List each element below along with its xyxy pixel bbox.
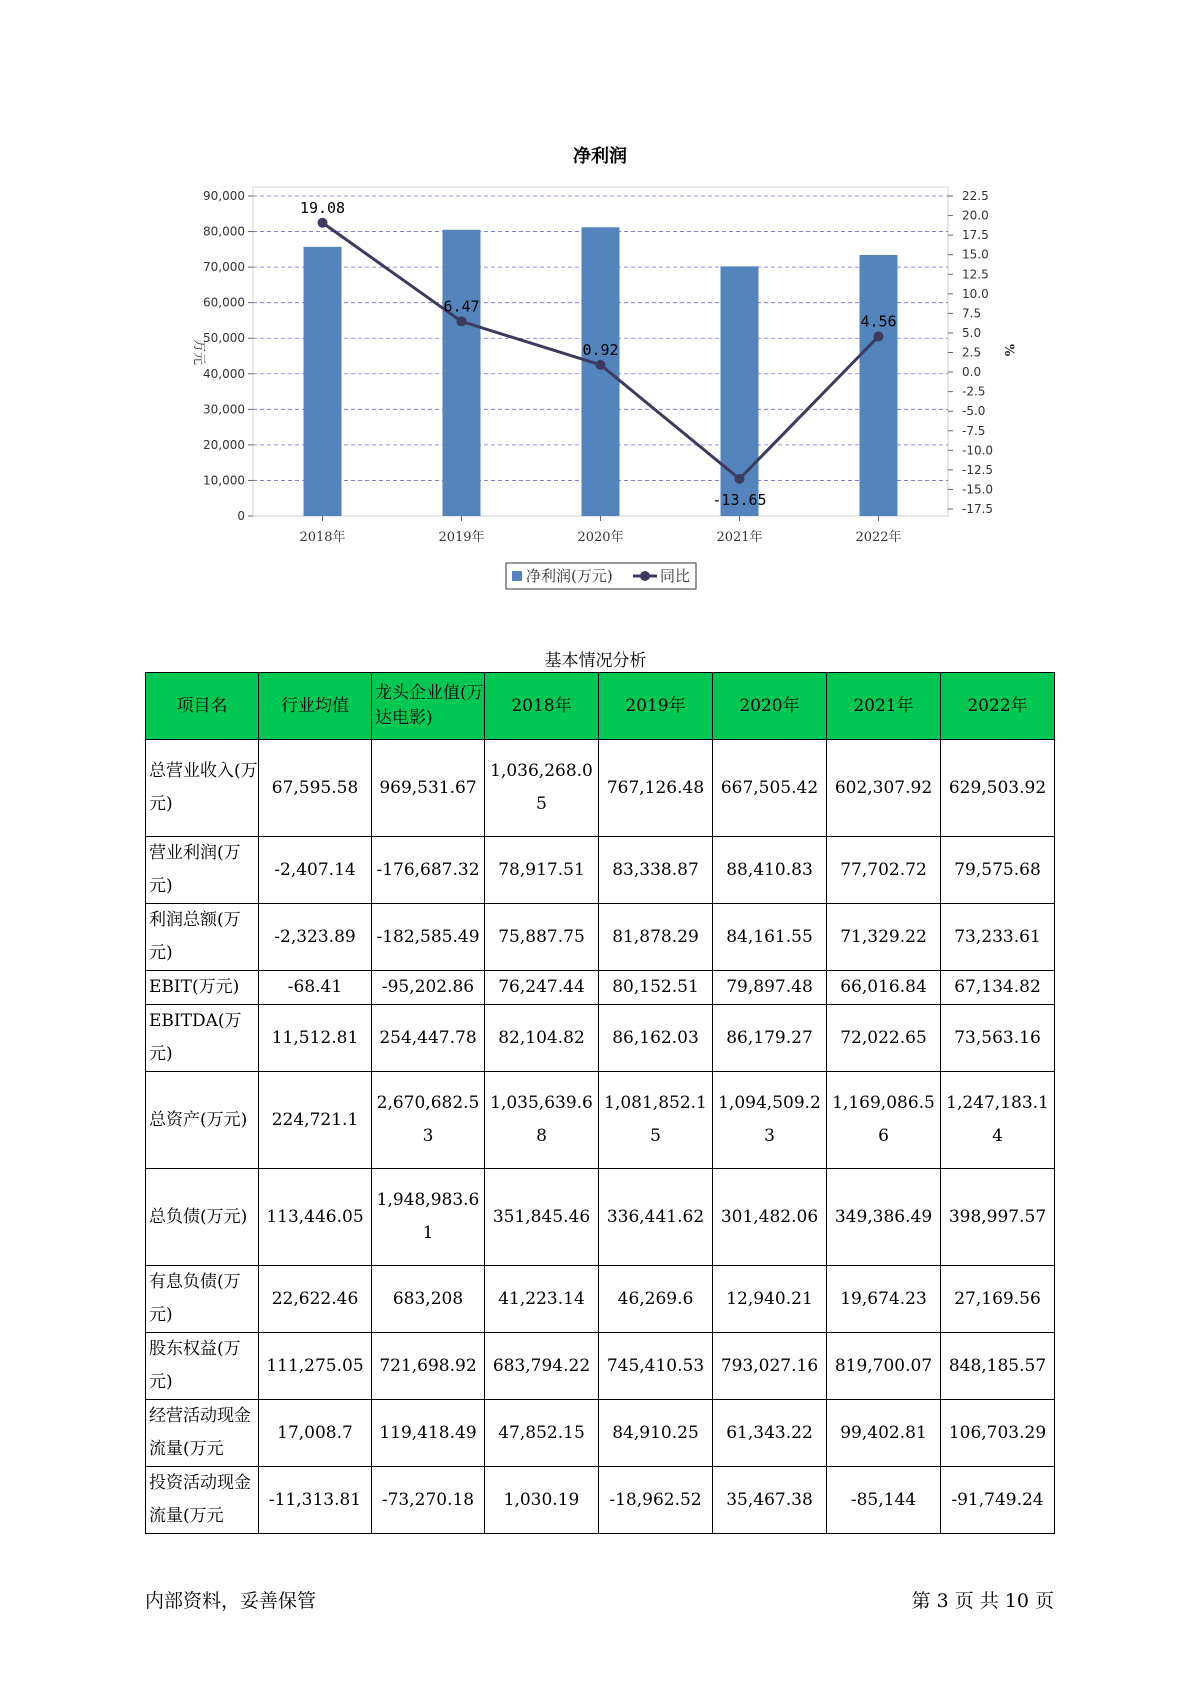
value-cell: -182,585.49 — [372, 904, 485, 971]
value-cell: 683,208 — [372, 1266, 485, 1333]
value-cell: 61,343.22 — [713, 1400, 827, 1467]
bar — [582, 227, 620, 516]
value-cell: 629,503.92 — [941, 740, 1055, 837]
value-cell: 71,329.22 — [827, 904, 941, 971]
value-cell: 35,467.38 — [713, 1467, 827, 1534]
header-cell: 2022年 — [941, 673, 1055, 740]
y-right-tick-label: 15.0 — [962, 247, 989, 262]
y-right-axis-label: % — [1001, 343, 1016, 357]
y-right-tick-label: -10.0 — [962, 443, 994, 458]
y-right-tick-label: 0.0 — [962, 365, 982, 380]
value-cell: 11,512.81 — [259, 1005, 372, 1072]
value-cell: 336,441.62 — [599, 1169, 713, 1266]
value-cell: 106,703.29 — [941, 1400, 1055, 1467]
yoy-data-label: 6.47 — [443, 297, 480, 316]
value-cell: 75,887.75 — [485, 904, 599, 971]
chart-title: 净利润 — [573, 146, 627, 167]
value-cell: -11,313.81 — [259, 1467, 372, 1534]
y-left-tick-label: 50,000 — [203, 331, 245, 346]
header-cell: 项目名 — [146, 673, 259, 740]
header-cell: 2020年 — [713, 673, 827, 740]
value-cell: 119,418.49 — [372, 1400, 485, 1467]
value-cell: 77,702.72 — [827, 837, 941, 904]
value-cell: 12,940.21 — [713, 1266, 827, 1333]
x-tick-label: 2021年 — [716, 530, 763, 545]
row-label-cell: 股东权益(万元) — [146, 1333, 259, 1400]
yoy-data-label: -13.65 — [712, 490, 767, 509]
y-right-tick-label: -2.5 — [962, 384, 986, 399]
value-cell: 79,897.48 — [713, 971, 827, 1005]
value-cell: -91,749.24 — [941, 1467, 1055, 1534]
value-cell: 1,081,852.15 — [599, 1072, 713, 1169]
value-cell: 602,307.92 — [827, 740, 941, 837]
value-cell: 79,575.68 — [941, 837, 1055, 904]
y-left-tick-label: 20,000 — [203, 437, 245, 452]
y-left-tick-label: 90,000 — [203, 189, 245, 203]
value-cell: 351,845.46 — [485, 1169, 599, 1266]
y-right-tick-label: 12.5 — [962, 267, 989, 282]
value-cell: 88,410.83 — [713, 837, 827, 904]
x-tick-label: 2019年 — [438, 530, 485, 545]
yoy-point — [318, 218, 328, 228]
bar — [443, 230, 481, 516]
value-cell: -2,407.14 — [259, 837, 372, 904]
value-cell: 848,185.57 — [941, 1333, 1055, 1400]
value-cell: 113,446.05 — [259, 1169, 372, 1266]
header-cell: 2019年 — [599, 673, 713, 740]
value-cell: 72,022.65 — [827, 1005, 941, 1072]
value-cell: 46,269.6 — [599, 1266, 713, 1333]
y-left-tick-label: 0 — [237, 509, 245, 523]
value-cell: 81,878.29 — [599, 904, 713, 971]
y-right-tick-label: 7.5 — [962, 306, 982, 321]
value-cell: 667,505.42 — [713, 740, 827, 837]
table-row — [146, 1467, 1055, 1534]
value-cell: 76,247.44 — [485, 971, 599, 1005]
value-cell: 767,126.48 — [599, 740, 713, 837]
header-cell: 行业均值 — [259, 673, 372, 740]
value-cell: -73,270.18 — [372, 1467, 485, 1534]
yoy-point — [596, 360, 606, 370]
x-tick-label: 2018年 — [299, 530, 346, 545]
value-cell: 73,233.61 — [941, 904, 1055, 971]
value-cell: 66,016.84 — [827, 971, 941, 1005]
value-cell: 1,036,268.05 — [485, 740, 599, 837]
legend-line-label: 同比 — [660, 567, 691, 585]
value-cell: -85,144 — [827, 1467, 941, 1534]
value-cell: 254,447.78 — [372, 1005, 485, 1072]
y-right-tick-label: 17.5 — [962, 228, 989, 243]
value-cell: 1,035,639.68 — [485, 1072, 599, 1169]
yoy-data-label: 19.08 — [299, 198, 346, 217]
value-cell: 224,721.1 — [259, 1072, 372, 1169]
value-cell: 17,008.7 — [259, 1400, 372, 1467]
y-left-tick-label: 40,000 — [203, 366, 245, 381]
y-right-tick-label: 22.5 — [962, 189, 989, 203]
row-label-cell: 投资活动现金流量(万元 — [146, 1467, 259, 1534]
bar — [304, 247, 342, 516]
header-cell: 龙头企业值(万达电影) — [372, 673, 485, 740]
table-row — [146, 1333, 1055, 1400]
table-title: 基本情况分析 — [544, 651, 647, 671]
yoy-data-label: 0.92 — [582, 340, 619, 359]
value-cell: 19,674.23 — [827, 1266, 941, 1333]
value-cell: 721,698.92 — [372, 1333, 485, 1400]
y-right-tick-label: 20.0 — [962, 208, 989, 223]
legend-line-marker — [640, 571, 650, 581]
net-profit-chart — [0, 0, 1191, 620]
value-cell: 969,531.67 — [372, 740, 485, 837]
x-tick-label: 2022年 — [855, 530, 902, 545]
y-right-tick-label: -12.5 — [962, 462, 994, 477]
value-cell: 86,179.27 — [713, 1005, 827, 1072]
y-left-tick-label: 80,000 — [203, 224, 245, 239]
value-cell: 1,247,183.14 — [941, 1072, 1055, 1169]
basic-analysis-table — [145, 672, 1055, 1534]
value-cell: 27,169.56 — [941, 1266, 1055, 1333]
bar — [860, 255, 898, 516]
row-label-cell: 总资产(万元) — [146, 1072, 259, 1169]
table-row — [146, 1400, 1055, 1467]
value-cell: 84,910.25 — [599, 1400, 713, 1467]
value-cell: 1,030.19 — [485, 1467, 599, 1534]
value-cell: 83,338.87 — [599, 837, 713, 904]
value-cell: -95,202.86 — [372, 971, 485, 1005]
value-cell: 683,794.22 — [485, 1333, 599, 1400]
table-row — [146, 971, 1055, 1005]
yoy-data-label: 4.56 — [860, 312, 897, 331]
row-label-cell: EBITDA(万元) — [146, 1005, 259, 1072]
row-label-cell: 经营活动现金流量(万元 — [146, 1400, 259, 1467]
row-label-cell: 有息负债(万元) — [146, 1266, 259, 1333]
value-cell: 1,094,509.23 — [713, 1072, 827, 1169]
table-row — [146, 837, 1055, 904]
value-cell: 82,104.82 — [485, 1005, 599, 1072]
table-body — [146, 740, 1055, 1534]
value-cell: 2,670,682.53 — [372, 1072, 485, 1169]
y-right-tick-label: 5.0 — [962, 325, 982, 340]
value-cell: 86,162.03 — [599, 1005, 713, 1072]
table-row — [146, 1266, 1055, 1333]
table-header-row — [146, 673, 1055, 740]
value-cell: 301,482.06 — [713, 1169, 827, 1266]
value-cell: -18,962.52 — [599, 1467, 713, 1534]
y-right-tick-label: -7.5 — [962, 423, 986, 438]
value-cell: 78,917.51 — [485, 837, 599, 904]
table-row — [146, 1169, 1055, 1266]
value-cell: -176,687.32 — [372, 837, 485, 904]
value-cell: 111,275.05 — [259, 1333, 372, 1400]
footer-confidential-note: 内部资料，妥善保管 — [145, 1590, 317, 1612]
value-cell: 745,410.53 — [599, 1333, 713, 1400]
table-row — [146, 904, 1055, 971]
y-right-tick-label: 2.5 — [962, 345, 982, 360]
y-right-tick-label: 10.0 — [962, 286, 989, 301]
value-cell: 99,402.81 — [827, 1400, 941, 1467]
header-cell: 2018年 — [485, 673, 599, 740]
header-cell: 2021年 — [827, 673, 941, 740]
value-cell: 41,223.14 — [485, 1266, 599, 1333]
value-cell: 349,386.49 — [827, 1169, 941, 1266]
value-cell: -2,323.89 — [259, 904, 372, 971]
y-right-tick-label: -5.0 — [962, 404, 986, 419]
y-left-tick-label: 60,000 — [203, 295, 245, 310]
row-label-cell: EBIT(万元) — [146, 971, 259, 1005]
y-left-tick-label: 10,000 — [203, 473, 245, 488]
value-cell: 819,700.07 — [827, 1333, 941, 1400]
footer-page-number: 第 3 页 共 10 页 — [911, 1590, 1054, 1612]
value-cell: 793,027.16 — [713, 1333, 827, 1400]
value-cell: -68.41 — [259, 971, 372, 1005]
value-cell: 73,563.16 — [941, 1005, 1055, 1072]
row-label-cell: 总营业收入(万元) — [146, 740, 259, 837]
value-cell: 398,997.57 — [941, 1169, 1055, 1266]
table-row — [146, 1072, 1055, 1169]
value-cell: 67,595.58 — [259, 740, 372, 837]
value-cell: 1,948,983.61 — [372, 1169, 485, 1266]
legend-bar-label: 净利润(万元) — [526, 567, 613, 585]
y-left-tick-label: 30,000 — [203, 402, 245, 417]
value-cell: 67,134.82 — [941, 971, 1055, 1005]
y-left-tick-label: 70,000 — [203, 260, 245, 275]
value-cell: 22,622.46 — [259, 1266, 372, 1333]
value-cell: 1,169,086.56 — [827, 1072, 941, 1169]
y-right-tick-label: -17.5 — [962, 502, 994, 516]
yoy-point — [735, 474, 745, 484]
value-cell: 80,152.51 — [599, 971, 713, 1005]
value-cell: 47,852.15 — [485, 1400, 599, 1467]
value-cell: 84,161.55 — [713, 904, 827, 971]
row-label-cell: 利润总额(万元) — [146, 904, 259, 971]
legend-bar-swatch — [512, 571, 522, 581]
yoy-point — [874, 331, 884, 341]
chart-svg — [0, 0, 1191, 620]
yoy-point — [457, 316, 467, 326]
row-label-cell: 总负债(万元) — [146, 1169, 259, 1266]
x-tick-label: 2020年 — [577, 530, 624, 545]
y-left-axis-label: 万元 — [191, 338, 206, 366]
y-right-tick-label: -15.0 — [962, 482, 994, 497]
table-row — [146, 740, 1055, 837]
table-row — [146, 1005, 1055, 1072]
row-label-cell: 营业利润(万元) — [146, 837, 259, 904]
